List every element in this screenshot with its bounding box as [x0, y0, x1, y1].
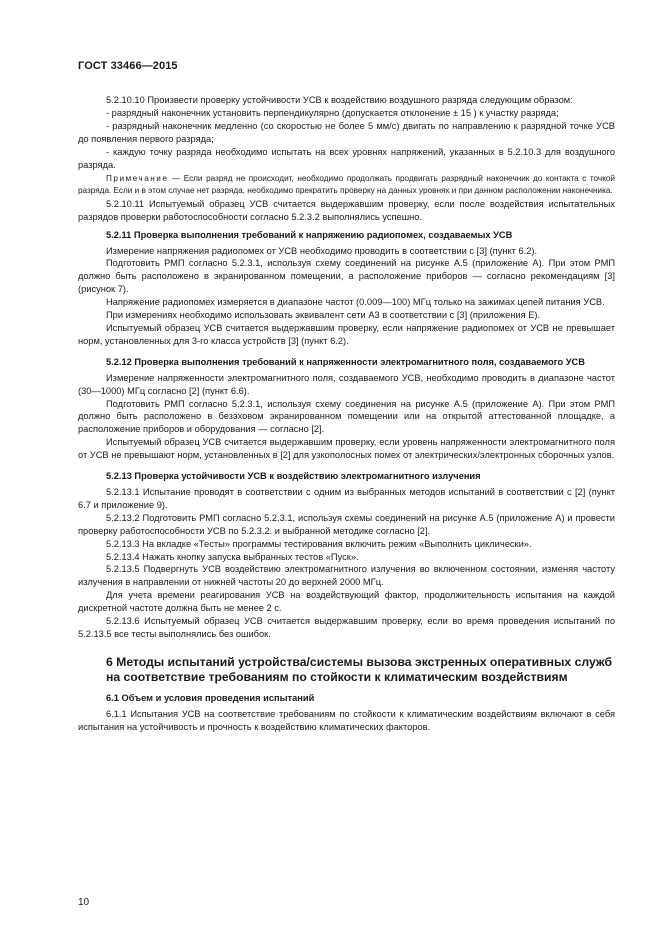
- paragraph: 5.2.13.1 Испытание проводят в соответствии с одним из выбранных методов испытаний в соответствии с [2] (пункт 6.7 и приложение 9).: [78, 486, 615, 510]
- paragraph: 5.2.10.11 Испытуемый образец УСВ считается выдержавшим проверку, если после воздействия испытательных разрядов проверки работоспособности согласно 5.2.3.2 выполнялись успешно.: [78, 198, 615, 222]
- list-item: - разрядный наконечник установить перпендикулярно (допускается отклонение ± 15 ) к участку разряда;: [106, 107, 559, 118]
- paragraph: 5.2.13.2 Подготовить РМП согласно 5.2.3.1, используя схемы соединений на рисунке А.5 (приложение А) и провести проверку работоспособности УСВ по 5.2.3.2. и выбранной методике согласно [2].: [78, 512, 615, 536]
- section-heading: 5.2.12 Проверка выполнения требований к напряженности электромагнитного поля, создаваемого УСВ: [106, 356, 585, 367]
- document-body: [78, 94, 615, 734]
- note: [78, 173, 615, 195]
- paragraph: 5.2.13.4 Нажать кнопку запуска выбранных тестов «Пуск».: [106, 551, 359, 562]
- document-header: ГОСТ 33466—2015: [78, 60, 178, 72]
- section-heading: 6.1 Объем и условия проведения испытаний: [106, 692, 315, 703]
- paragraph: 5.2.13.5 Подвергнуть УСВ воздействию электромагнитного излучения во включенном состоянии, изменяя частоту излучения в направлении от нижней частоты 20 до верхней 2000 МГц.: [78, 564, 615, 588]
- list-item: - разрядный наконечник медленно (со скоростью не более 5 мм/с) двигать по направлению к разрядной точке УСВ до появления первого разряда;: [78, 120, 615, 144]
- section-heading: 5.2.11 Проверка выполнения требований к напряжению радиопомех, создаваемых УСВ: [106, 229, 513, 240]
- note-label: Примечание: [106, 174, 169, 184]
- paragraph: 6.1.1 Испытания УСВ на соответствие требованиям по стойкости к климатическим воздействиям включают в себя испытания на устойчивость и прочность к воздействию климатических факторов.: [78, 708, 615, 732]
- paragraph: Испытуемый образец УСВ считается выдержавшим проверку, если напряжение радиопомех от УСВ не превышает норм, установленных для 3-го класса устройств [3] (пункт 6.2).: [78, 323, 615, 346]
- paragraph: При измерениях необходимо использовать эквивалент сети А3 в соответствии с [3] (приложения Е).: [106, 310, 541, 321]
- section-heading: 5.2.13 Проверка устойчивости УСВ к воздействию электромагнитного излучения: [106, 471, 481, 482]
- paragraph: Измерение напряжения радиопомех от УСВ необходимо проводить в соответствии с [3] (пункт 6.2).: [106, 245, 538, 256]
- paragraph: 5.2.13.3 На вкладке «Тесты» программы тестирования включить режим «Выполнить циклически».: [106, 538, 532, 549]
- chapter-heading: 6 Методы испытаний устройства/системы вызова экстренных оперативных служб на соответствие требованиям по стойкости к климатическим воздействиям: [106, 654, 613, 685]
- page-number: 10: [78, 897, 90, 908]
- paragraph: Подготовить РМП согласно 5.2.3.1, используя схему соединения на рисунке А.5 (приложение А). При этом РМП должно быть расположено в безэховом экранированном помещении или на открытой аттестованной площадке, а расположение приборов и оборудования — согласно [2].: [78, 398, 615, 435]
- paragraph: 5.2.13.6 Испытуемый образец УСВ считается выдержавшим проверку, если во время проведения испытаний по 5.2.13.5 все тесты выполнялись без ошибок.: [78, 616, 615, 639]
- list-item: - каждую точку разряда необходимо испытать на всех уровнях напряжений, указанных в 5.2.10.3 для воздушного разряда.: [78, 146, 615, 170]
- note-text: — Если разряд не происходит, необходимо продолжать продвигать разрядный наконечник до контакта с точкой разряда. Если и в этом случае нет разряда, необходимо прекратить проверку на данных уровнях и при данном расположении наконечника.: [78, 174, 615, 195]
- paragraph: Для учета времени реагирования УСВ на воздействующий фактор, продолжительность испытания на каждой дискретной частоте должна быть не менее 2 с.: [78, 590, 615, 614]
- paragraph: Напряжение радиопомех измеряется в диапазоне частот (0.009—100) МГц только на зажимах цепей питания УСВ.: [106, 297, 605, 308]
- paragraph: Измерение напряженности электромагнитного поля, создаваемого УСВ, необходимо проводить в диапазоне частот (30—1000) МГц согласно [2] (пункт 6.6).: [78, 372, 615, 396]
- paragraph: Испытуемый образец УСВ считается выдержавшим проверку, если уровень напряженности электромагнитного поля от УСВ не превышают норм, установленных в [2] для узкополосных помех от электрических/электронных сборочных узлов.: [78, 437, 615, 461]
- paragraph: 5.2.10.10 Произвести проверку устойчивости УСВ к воздействию воздушного разряда следующим образом:: [106, 95, 573, 105]
- paragraph: Подготовить РМП согласно 5.2.3.1, используя схему соединений на рисунке А.5 (приложение А). При этом РМП должно быть расположено в экранированном помещении, а расположение приборов — согласно рекомендациям [3] (рисунок 7).: [78, 258, 615, 295]
